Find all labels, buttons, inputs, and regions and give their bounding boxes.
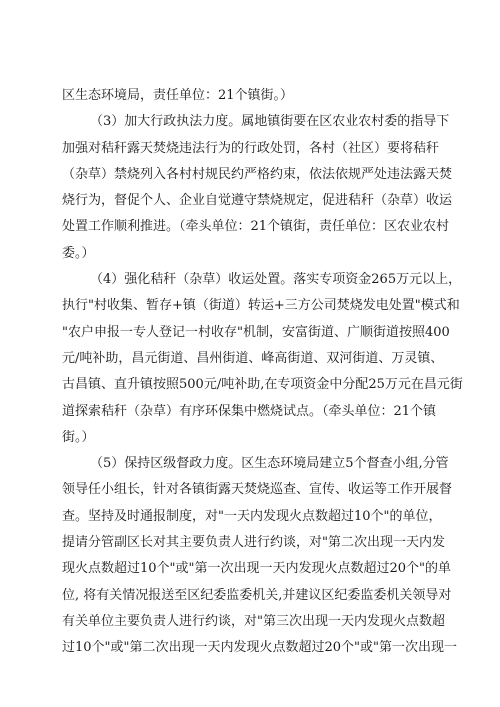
text-line: 古昌镇、直升镇按照500元/吨补助,在专项资金中分配25万元在昌元街	[62, 377, 463, 393]
text-line: 查。坚持及时通报制度，对"一天内发现火点数超过10个"的单位，	[62, 508, 442, 524]
text-line: 委。）	[62, 245, 95, 261]
text-line: （杂草）禁烧列入各村村规民约严格约束，依法依规严处违法露天焚	[62, 166, 453, 182]
text-line: 街。）	[62, 429, 95, 445]
text-line: 区生态环境局，责任单位：21个镇街。）	[62, 88, 294, 103]
paragraph-5-start: （5）保持区级督政力度。区生态环境局建立5个督查小组,分管	[90, 456, 449, 472]
text-line: 位, 将有关情况报送至区纪委监委机关,并建议区纪委监委机关领导对	[62, 587, 452, 603]
text-line: 过10个"或"第二次出现一天内发现火点数超过20个"或"第一次出现一	[62, 640, 458, 656]
text-line: 领导任小组长，针对各镇街露天焚烧巡查、宣传、收运等工作开展督	[62, 482, 453, 498]
document-body	[62, 83, 463, 662]
text-line: 处置工作顺利推进。（牵头单位：21个镇街，责任单位：区农业农村	[62, 219, 450, 235]
text-line: 提请分管副区长对其主要负责人进行约谈，对"第二次出现一天内发	[62, 535, 445, 551]
text-line: "农户申报一专人登记一村收存"机制，安富街道、广顺街道按照400	[62, 324, 450, 340]
text-line: 元/吨补助，昌元街道、昌州街道、峰高街道、双河街道、万灵镇、	[62, 350, 444, 366]
text-line: 有关单位主要负责人进行约谈，对"第三次出现一天内发现火点数超	[62, 613, 445, 629]
paragraph-3-start: （3）加大行政执法力度。属地镇街要在区农业农村委的指导下	[90, 114, 450, 130]
text-line: 烧行为，督促个人、企业自觉遵守禁烧规定，促进秸秆（杂草）收运	[62, 193, 453, 209]
text-line: 加强对秸秆露天焚烧违法行为的行政处罚，各村（社区）要将秸秆	[62, 140, 440, 156]
text-line: 道探索秸秆（杂草）有序环保集中燃烧试点。（牵头单位：21个镇	[62, 403, 437, 419]
text-line: 执行"村收集、暂存+镇（街道）转运+三方公司焚烧发电处置"模式和	[62, 298, 460, 314]
paragraph-4-start: （4）强化秸秆（杂草）收运处置。落实专项资金265万元以上，	[90, 272, 462, 288]
text-line: 现火点数超过10个"或"第一次出现一天内发现火点数超过20个"的单	[62, 561, 452, 577]
